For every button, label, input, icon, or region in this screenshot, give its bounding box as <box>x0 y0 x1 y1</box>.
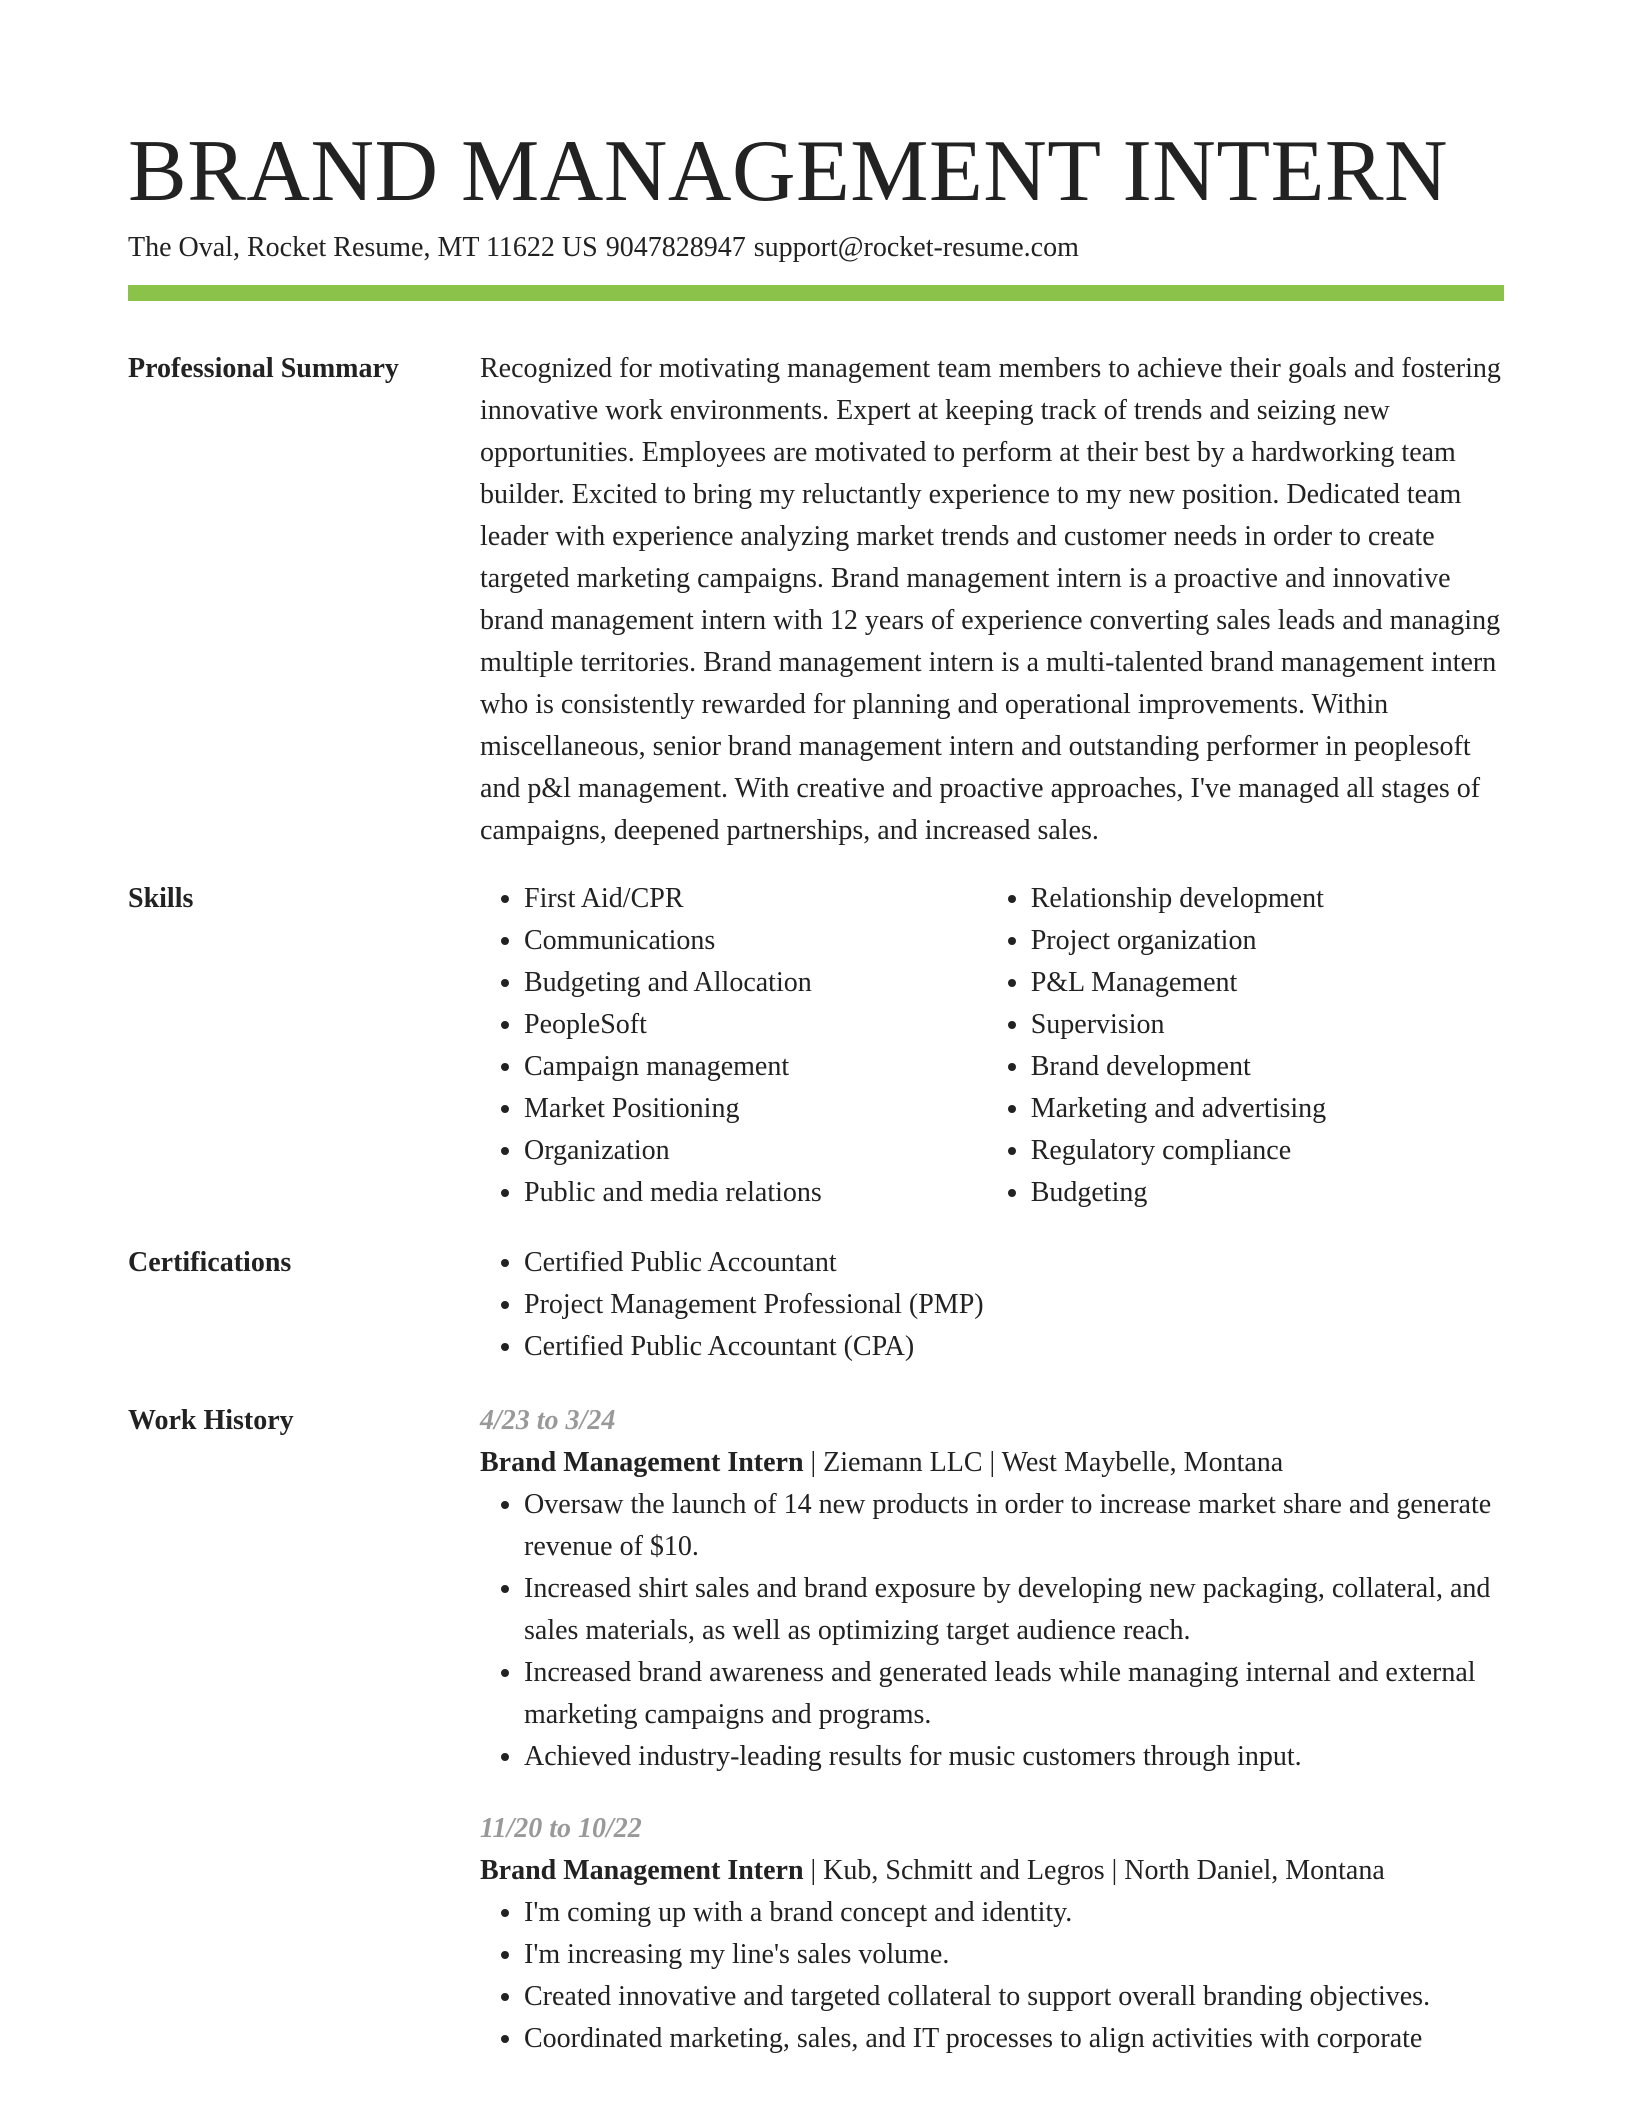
list-item: • First Aid/CPR <box>524 878 943 920</box>
list-item: • Increased brand awareness and generated leads while managing internal and external marketing campaigns and programs. <box>524 1652 1504 1736</box>
list-item: • Oversaw the launch of 14 new products in order to increase market share and generate revenue of $10. <box>524 1484 1504 1568</box>
list-item: • P&L Management <box>1031 962 1504 1004</box>
job-entry <box>480 1400 1504 1778</box>
skills-list-left <box>480 878 943 1214</box>
list-item: • Regulatory compliance <box>1031 1130 1504 1172</box>
list-item: • Relationship development <box>1031 878 1504 920</box>
list-item: • Project organization <box>1031 920 1504 962</box>
contact-email: support@rocket-resume.com <box>753 232 1079 263</box>
list-item: • Coordinated marketing, sales, and IT processes to align activities with corporate <box>524 2018 1504 2060</box>
job-title: Brand Management Intern <box>480 1855 804 1886</box>
contact-phone: 9047828947 <box>605 232 746 263</box>
list-item: • PeopleSoft <box>524 1004 943 1046</box>
skills-label: Skills <box>128 883 194 914</box>
list-item: • Communications <box>524 920 943 962</box>
work-history-label: Work History <box>128 1405 294 1436</box>
summary-text: Recognized for motivating management team members to achieve their goals and fostering innovative work environments. Expert at keeping track of trends and seizing new opportunities. Employees are motivated to perform at their best by a hardworking team builder. Excited to bring my reluctantly experience to my new position. Dedicated team leader with experience analyzing market trends and customer needs in order to create targeted marketing campaigns. Brand management intern is a proactive and innovative brand management intern with 12 years of experience converting sales leads and managing multiple territories. Brand management intern is a multi-talented brand management intern who is consistently rewarded for planning and operational improvements. Within miscellaneous, senior brand management intern and outstanding performer in peoplesoft and p&l management. With creative and proactive approaches, I've managed all stages of campaigns, deepened partnerships, and increased sales. <box>480 353 1501 846</box>
certifications-list <box>480 1242 1504 1368</box>
list-item: • Increased shirt sales and brand exposure by developing new packaging, collateral, and sales materials, as well as optimizing target audience reach. <box>524 1568 1504 1652</box>
contact-line <box>128 230 1079 266</box>
job-bullets <box>480 1892 1504 2060</box>
header-divider <box>128 285 1504 301</box>
list-item: • Supervision <box>1031 1004 1504 1046</box>
job-entry <box>480 1808 1504 2060</box>
list-item: • Budgeting and Allocation <box>524 962 943 1004</box>
list-item: • Marketing and advertising <box>1031 1088 1504 1130</box>
list-item: • Public and media relations <box>524 1172 943 1214</box>
list-item: • Budgeting <box>1031 1172 1504 1214</box>
list-item: • Certified Public Accountant (CPA) <box>524 1326 1504 1368</box>
list-item: • I'm increasing my line's sales volume. <box>524 1934 1504 1976</box>
list-item: • Project Management Professional (PMP) <box>524 1284 1504 1326</box>
certifications-label: Certifications <box>128 1247 292 1278</box>
job-heading <box>480 1850 1504 1892</box>
list-item: • Market Positioning <box>524 1088 943 1130</box>
list-item: • Certified Public Accountant <box>524 1242 1504 1284</box>
job-title: Brand Management Intern <box>480 1447 804 1478</box>
job-dates: 11/20 to 10/22 <box>480 1813 642 1844</box>
list-item: • Organization <box>524 1130 943 1172</box>
job-details: | Kub, Schmitt and Legros | North Daniel, Montana <box>803 1855 1385 1886</box>
skills-list-right <box>987 878 1504 1214</box>
resume-name: BRAND MANAGEMENT INTERN <box>128 123 1449 220</box>
summary-label: Professional Summary <box>128 353 399 384</box>
job-details: | Ziemann LLC | West Maybelle, Montana <box>803 1447 1284 1478</box>
job-bullets <box>480 1484 1504 1778</box>
list-item: • I'm coming up with a brand concept and identity. <box>524 1892 1504 1934</box>
job-heading <box>480 1442 1504 1484</box>
list-item: • Campaign management <box>524 1046 943 1088</box>
list-item: • Created innovative and targeted collateral to support overall branding objectives. <box>524 1976 1504 2018</box>
list-item: • Brand development <box>1031 1046 1504 1088</box>
job-dates: 4/23 to 3/24 <box>480 1405 616 1436</box>
contact-address: The Oval, Rocket Resume, MT 11622 US <box>128 232 598 263</box>
list-item: • Achieved industry-leading results for music customers through input. <box>524 1736 1504 1778</box>
